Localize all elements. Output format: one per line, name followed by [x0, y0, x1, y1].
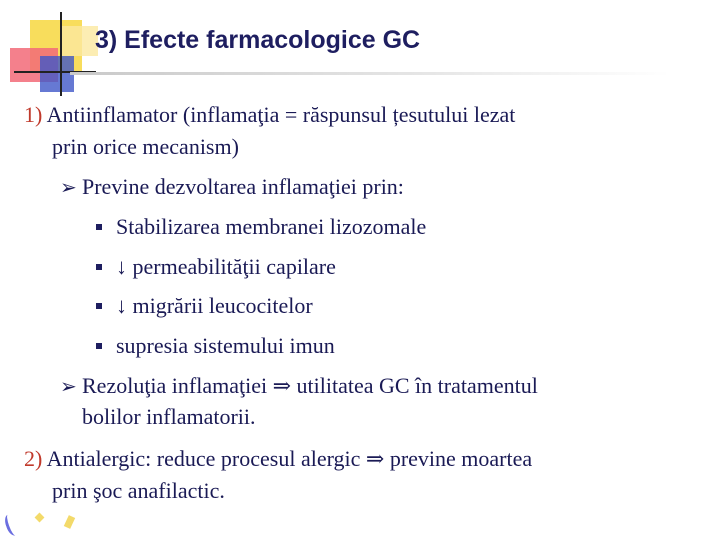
- slide-title: 3) Efecte farmacologice GC: [95, 26, 421, 54]
- point-2-text: Antialergic: reduce procesul alergic ⇒ previne moartea: [46, 446, 533, 471]
- bullet-item-text: ↓ permeabilităţii capilare: [116, 254, 336, 279]
- bullet-item: [96, 289, 313, 322]
- bullet-item: [96, 329, 335, 362]
- bullet-item-text: supresia sistemului imun: [116, 333, 335, 358]
- point-1: [24, 98, 515, 131]
- decorative-mark: [3, 513, 21, 537]
- sub-point-resolution-continuation: [82, 400, 256, 433]
- arrow-bullet-icon: ➢: [60, 374, 77, 398]
- sub-point-resolution-text-line2: bolilor inflamatorii.: [82, 404, 256, 429]
- title-underline: [70, 72, 670, 75]
- bullet-item-text: Stabilizarea membranei lizozomale: [116, 214, 427, 239]
- point-2-text-line2: prin şoc anafilactic.: [52, 478, 225, 503]
- square-bullet-icon: [96, 224, 102, 230]
- point-1-continuation: [52, 130, 239, 163]
- decorative-mark: [35, 513, 45, 523]
- logo-square-light-yellow: [62, 26, 98, 56]
- point-2-continuation: [52, 474, 225, 507]
- point-2-number: 2): [24, 446, 43, 471]
- bullet-item: [96, 250, 336, 283]
- point-1-text: Antiinflamator (inflamaţia = răspunsul țesutului lezat: [46, 102, 516, 127]
- point-1-number: 1): [24, 102, 43, 127]
- sub-point-resolution-text: Rezoluţia inflamaţiei ⇒ utilitatea GC în tratamentul: [82, 373, 538, 398]
- logo-vertical-line: [60, 12, 62, 96]
- bullet-item-text: ↓ migrării leucocitelor: [116, 293, 313, 318]
- logo-square-blue: [40, 56, 74, 92]
- point-1-text-line2: prin orice mecanism): [52, 134, 239, 159]
- sub-point-resolution: [60, 369, 538, 403]
- decorative-mark: [64, 515, 75, 529]
- square-bullet-icon: [96, 343, 102, 349]
- arrow-bullet-icon: ➢: [60, 175, 77, 199]
- square-bullet-icon: [96, 303, 102, 309]
- point-2: [24, 442, 532, 475]
- square-bullet-icon: [96, 264, 102, 270]
- sub-point-prevent: [60, 170, 404, 204]
- bullet-item: [96, 210, 426, 243]
- sub-point-prevent-text: Previne dezvoltarea inflamaţiei prin:: [82, 174, 404, 199]
